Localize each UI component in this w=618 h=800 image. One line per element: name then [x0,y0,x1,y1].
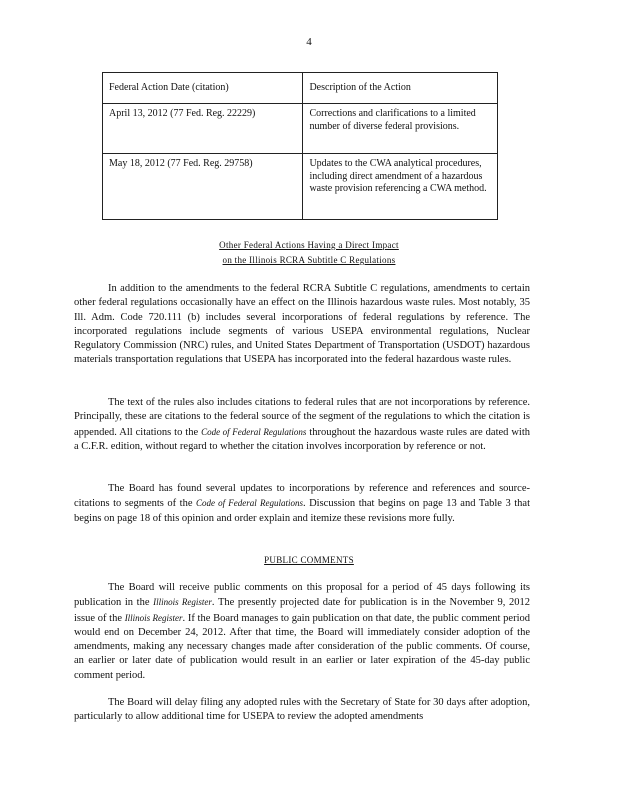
federal-actions-table [102,72,498,220]
paragraph-other-federal-actions: In addition to the amendments to the federal RCRA Subtitle C regulations, amendments to certain other federal regulations occasionally have an effect on the Illinois hazardous waste rules. Most notably, 35 Ill. Adm. Code 720.111 (b) includes several incorporations of federal regulations by reference. The incorporated regulations include segments of various USEPA environmental regulations, Nuclear Regulatory Commission (NRC) rules, and United States Department of Transportation (USDOT) hazardous materials transportation regulations that USEPA has incorporated into the federal hazardous waste rules. [74,283,530,366]
table-cell-date: May 18, 2012 (77 Fed. Reg. 29758) [103,154,303,220]
cfr-title: Code of Federal Regulations [201,426,307,437]
table-header-description: Description of the Action [303,73,498,104]
paragraph-public-comments: The Board will receive public comments on this proposal for a period of 45 days following its publication in the Illinois Register. The presently projected date for publication is in the November 9, 2012 issue of the Illinois Register. If the Board manages to gain publication on that date, the public comment period would end on December 24, 2012. After that time, the Board will immediately consider adoption of the amendments, making any necessary changes made after consideration of the public comments. Of course, an earlier or later date of publication would result in an earlier or later expiration of the 45-day public comment period. [74,582,530,681]
paragraph-filing-delay: The Board will delay filing any adopted rules with the Secretary of State for 30 days after adoption, particularly to allow additional time for USEPA to review the adopted amendments [74,697,530,723]
page-number: 4 [306,36,312,48]
table-cell-description: Corrections and clarifications to a limited number of diverse federal provisions. [303,104,498,154]
table-row [103,154,498,220]
paragraph-updates: The Board has found several updates to incorporations by reference and references and source-citations to segments of the Code of Federal Regulations. Discussion that begins on page 13 and Table 3 that begins on page 18 of this opinion and order explain and itemize these revisions more fully. [74,483,531,524]
table-header-row [103,73,498,104]
section-heading-line2: on the Illinois RCRA Subtitle C Regulations [222,255,396,265]
table-cell-description: Updates to the CWA analytical procedures, including direct amendment of a hazardous waste provision referencing a CWA method. [303,154,498,220]
table-row [103,104,498,154]
illinois-register-title: Illinois Register [124,612,183,623]
illinois-register-title: Illinois Register [153,597,212,608]
public-comments-heading: PUBLIC COMMENTS [264,555,354,565]
cfr-title: Code of Federal Regulations [196,498,303,509]
table-cell-date: April 13, 2012 (77 Fed. Reg. 22229) [103,104,303,154]
table-header-date: Federal Action Date (citation) [103,73,303,104]
paragraph-citations: The text of the rules also includes citations to federal rules that are not incorporations by reference. Principally, these are citations to the federal source of the segment of the regulations to which the citation is appended. All citations to the Code of Federal Regulations throughout the hazardous waste rules are dated with a C.F.R. edition, without regard to whether the citation involves incorporation by reference or not. [74,397,531,452]
section-heading-line1: Other Federal Actions Having a Direct Impact [219,240,399,250]
